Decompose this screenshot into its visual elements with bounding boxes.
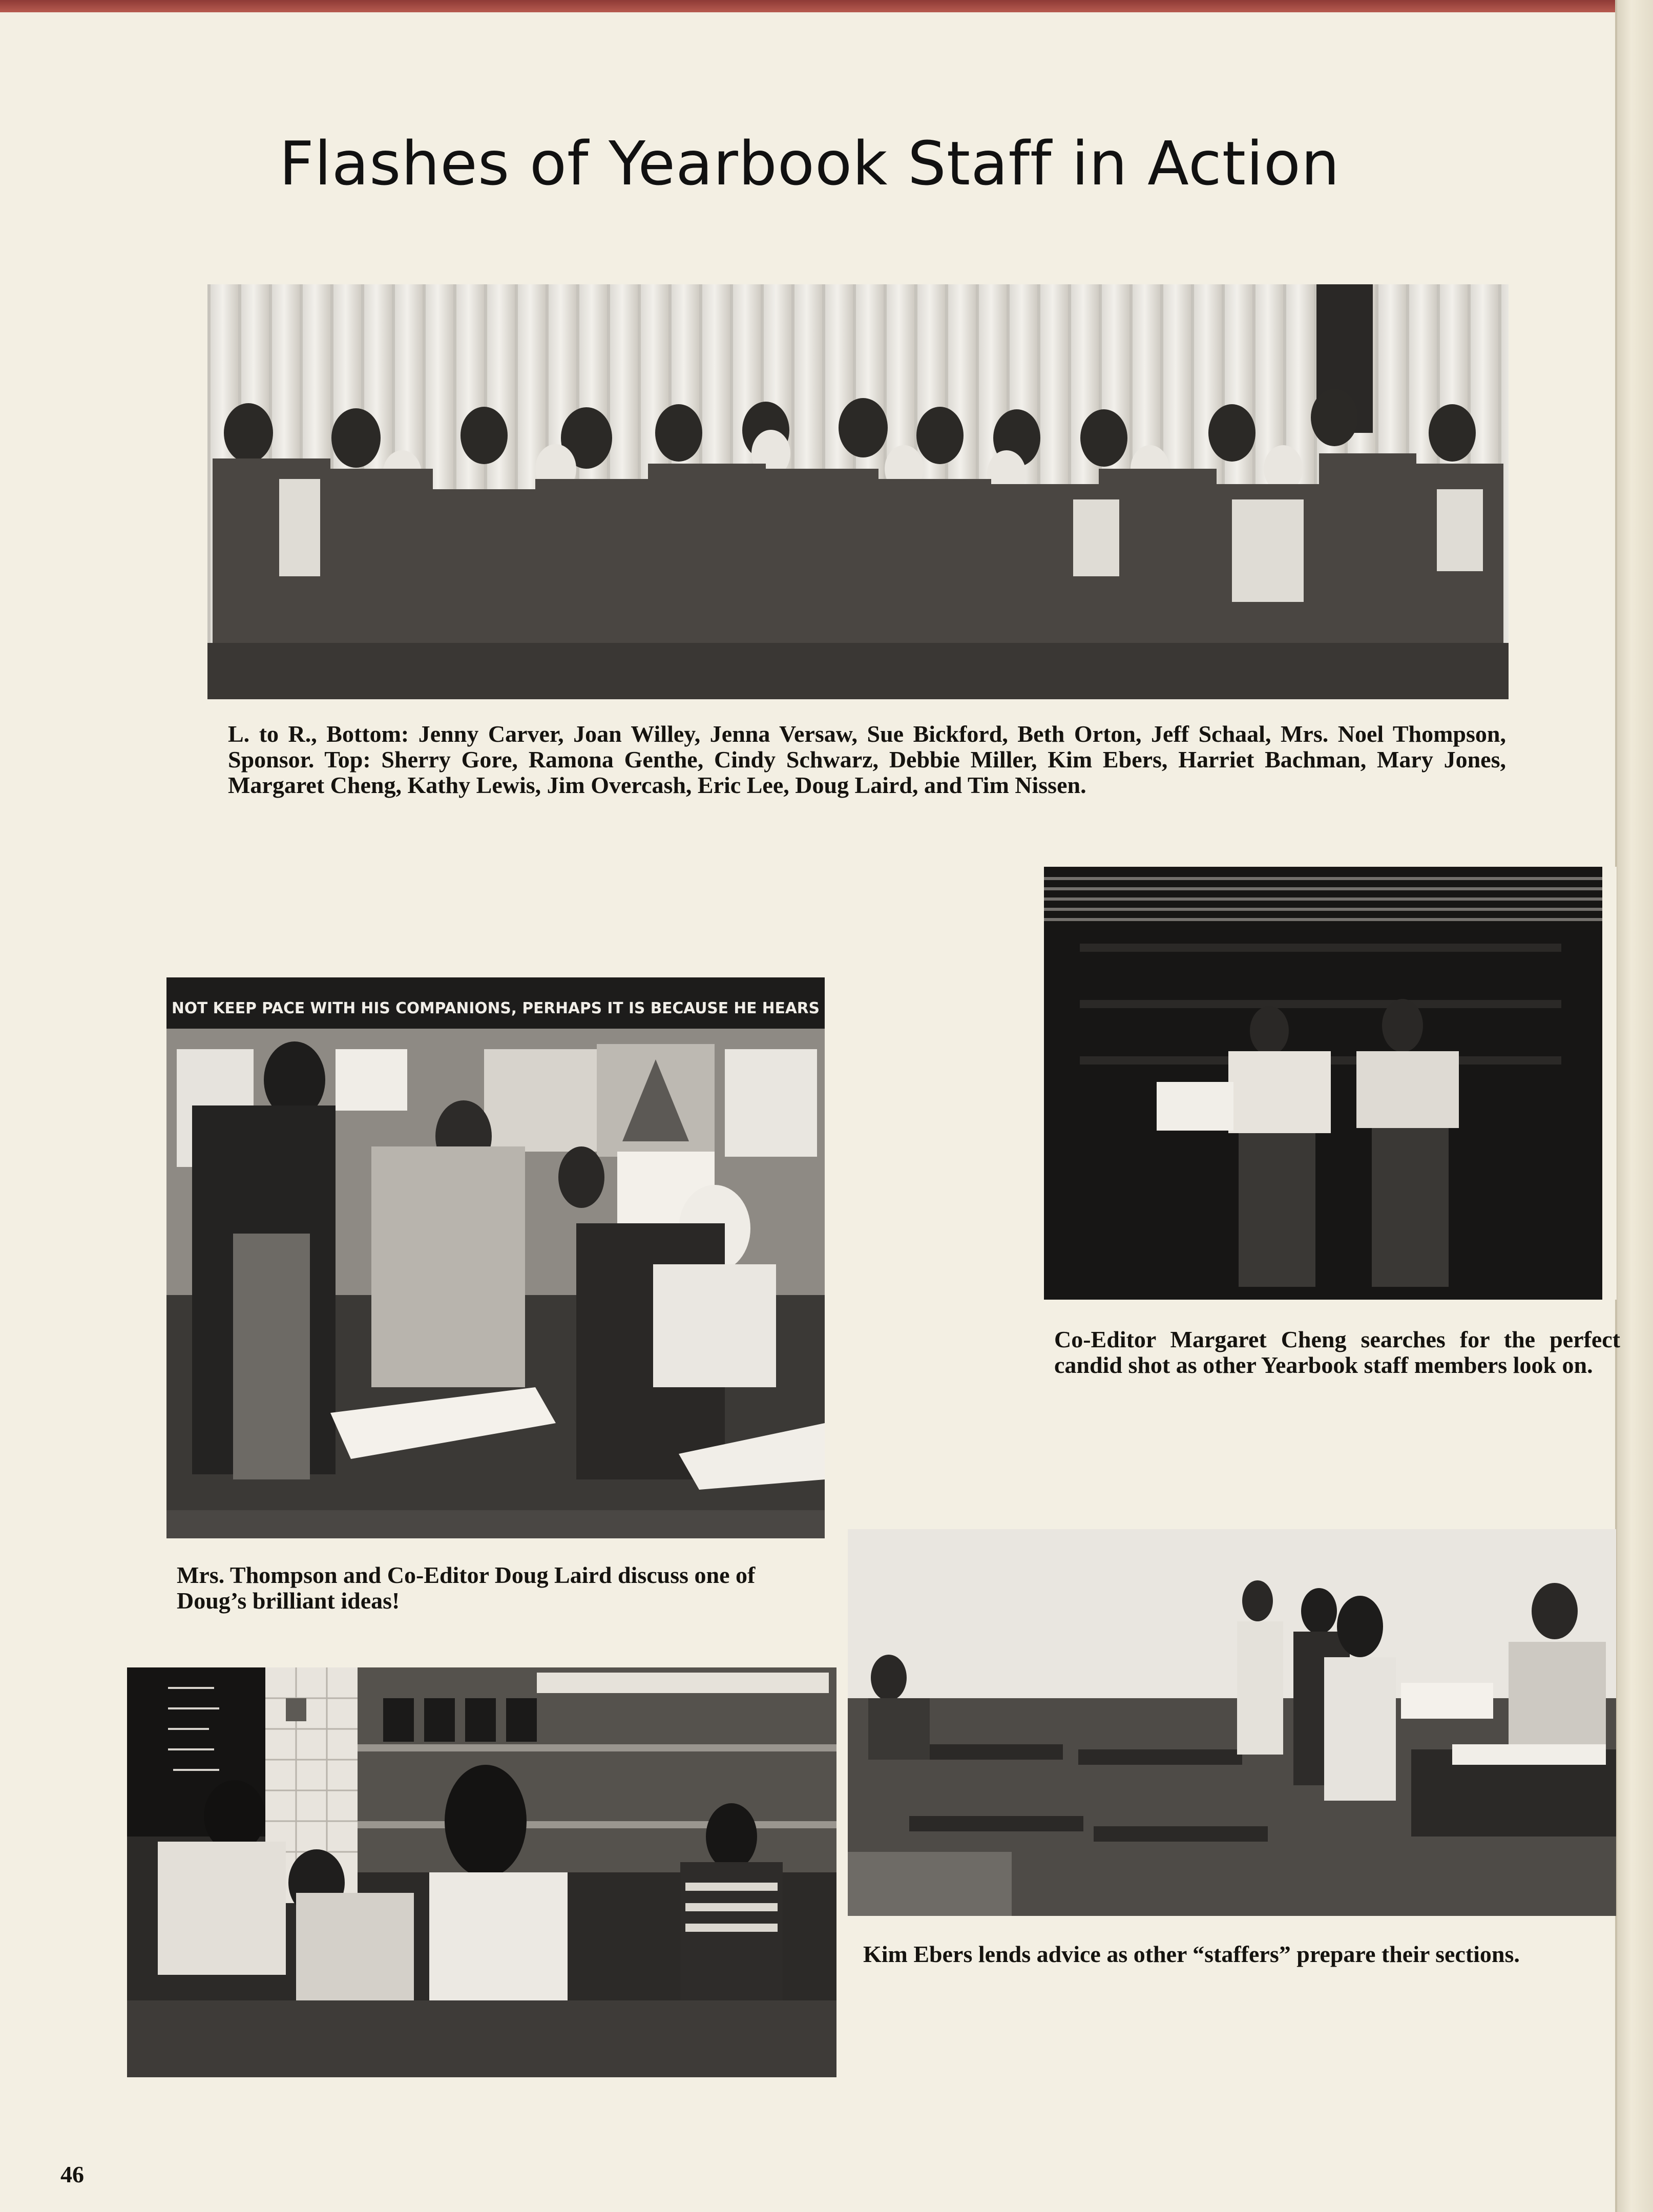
library-photo-caption: Co-Editor Margaret Cheng searches for the perfect candid shot as other Yearbook staff members look on. — [1054, 1326, 1620, 1378]
desks-photo-caption: Kim Ebers lends advice as other “staffers” prepare their sections. — [863, 1941, 1520, 1967]
page-number: 46 — [60, 2161, 84, 2187]
group-photo-caption: L. to R., Bottom: Jenny Carver, Joan Willey, Jenna Versaw, Sue Bickford, Beth Orton, Jeff Schaal, Mrs. Noel Thompson, Sponsor. Top: Sherry Gore, Ramona Genthe, Cindy Schwarz, Debbie Miller, Kim Ebers, Harriet Bachman, Mary Jones, Margaret Cheng, Kathy Lewis, Jim Overcash, Eric Lee, Doug Laird, and Tim Nissen. — [228, 721, 1506, 798]
study-photo — [127, 1667, 836, 2077]
classroom-banner-text: NOT KEEP PACE WITH HIS COMPANIONS, PERHAPS IT IS BECAUSE HE HEARS — [172, 999, 820, 1017]
desks-photo — [848, 1529, 1616, 1916]
page-top-edge — [0, 0, 1653, 12]
binding-spine — [1615, 0, 1653, 2212]
classroom-photo — [166, 977, 825, 1538]
library-photo — [1044, 867, 1617, 1300]
group-photo — [207, 284, 1509, 699]
classroom-photo-caption: Mrs. Thompson and Co-Editor Doug Laird discuss one of Doug’s brilliant ideas! — [177, 1562, 756, 1614]
page-title: Flashes of Yearbook Staff in Action — [279, 128, 1340, 199]
